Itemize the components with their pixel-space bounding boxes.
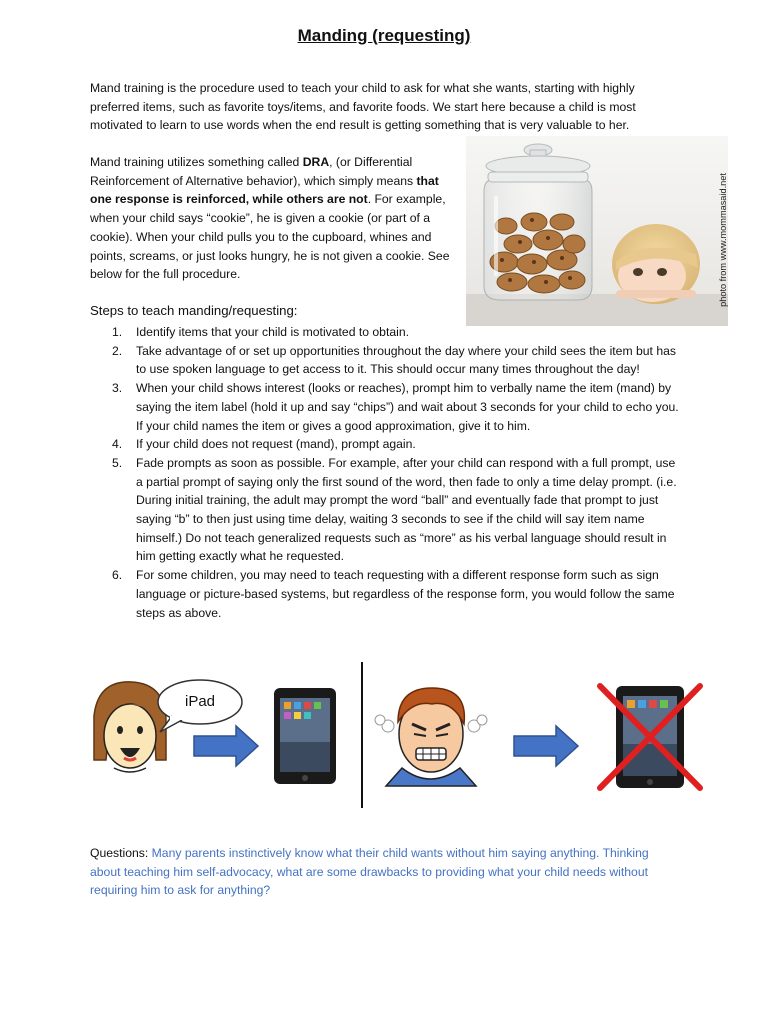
dra-text-1: Mand training utilizes something called <box>90 155 303 169</box>
page-title: Manding (requesting) <box>297 26 471 45</box>
photo-credit <box>712 160 734 320</box>
speech-bubble-icon <box>158 680 242 732</box>
step-text: Take advantage of or set up opportunities throughout the day where your child sees the item but has to use spoken language to get access to it. This should occur many times throughout the day! <box>136 343 676 377</box>
questions-paragraph <box>90 844 670 900</box>
dra-text-3: . For example, when your child says “cookie”, he is given a cookie (or part of a cookie). When your child pulls you to the cupboard, whines and points, screams, or just looks hungry, he is not given a cookie. See below for the full procedure. <box>90 192 450 282</box>
angry-boy-icon <box>375 688 487 786</box>
photo-credit-text: photo from www.mommasaid.net <box>718 173 728 307</box>
cookie-jar-photo <box>466 136 728 326</box>
step-text: Fade prompts as soon as possible. For example, after your child can respond with a full prompt, use a partial prompt of saying only the first sound of the word, then fade to only a time delay prompt. (i.e. During initial training, the adult may prompt the word “ball” and eventually fade that prompt to just saying “b” to then just using time delay, waiting 3 seconds to see if the child will say item name himself.) Do not teach generalized requests such as “more” as his verbal language should result in him getting exactly what he requested. <box>136 455 677 564</box>
step-number: 3. <box>112 381 123 396</box>
step-item <box>90 379 682 435</box>
questions-label: Questions: <box>90 846 152 860</box>
steps-heading: Steps to teach manding/requesting: <box>90 303 298 318</box>
girl-face-icon <box>94 682 166 772</box>
step-number: 5. <box>112 455 123 470</box>
step-number: 6. <box>112 568 123 583</box>
dra-text-2: , (or Differential Reinforcement of Alternative behavior), which simply means <box>90 155 417 188</box>
step-text: Identify items that your child is motivated to obtain. <box>136 325 409 339</box>
step-item <box>90 454 682 566</box>
step-item <box>90 323 682 342</box>
step-text: For some children, you may need to teach requesting with a different response form such as sign language or picture-based systems, but regardless of the response form, you would follow the same steps as above. <box>136 568 675 620</box>
arrow-right-icon <box>514 726 578 766</box>
dra-definition: that one response is reinforced, while others are not <box>90 173 439 207</box>
step-item <box>90 435 682 454</box>
dra-term: DRA <box>302 155 330 169</box>
tablet-icon <box>274 688 336 784</box>
speech-bubble-text: iPad <box>184 693 216 710</box>
step-number: 1. <box>112 325 123 339</box>
steps-list <box>90 323 682 622</box>
manding-illustration <box>80 660 720 810</box>
step-number: 2. <box>112 343 123 358</box>
questions-text: Many parents instinctively know what their child wants without him saying anything. Thinking about teaching him self-advocacy, what are some drawbacks to providing what your child needs without requiring him to ask for anything? <box>90 846 649 898</box>
step-number: 4. <box>112 437 123 452</box>
intro-paragraph: Mand training is the procedure used to teach your child to ask for what she wants, starting with highly preferred items, such as favorite toys/items, and favorite foods. We start here because a child is most motivated to learn to use words when the end result is getting something that is very valuable to her. <box>90 81 636 133</box>
step-item <box>90 566 682 622</box>
dra-paragraph <box>90 153 452 284</box>
arrow-right-icon <box>194 726 258 766</box>
step-item <box>90 342 682 379</box>
step-text: If your child does not request (mand), prompt again. <box>136 437 416 452</box>
step-text: When your child shows interest (looks or reaches), prompt him to verbally name the item (mand) by saying the item label (hold it up and say “chips”) and wait about 3 seconds for your child to echo you. If your child names the item or gives a good approximation, give it to him. <box>136 381 679 433</box>
crossed-tablet-icon <box>600 686 700 788</box>
